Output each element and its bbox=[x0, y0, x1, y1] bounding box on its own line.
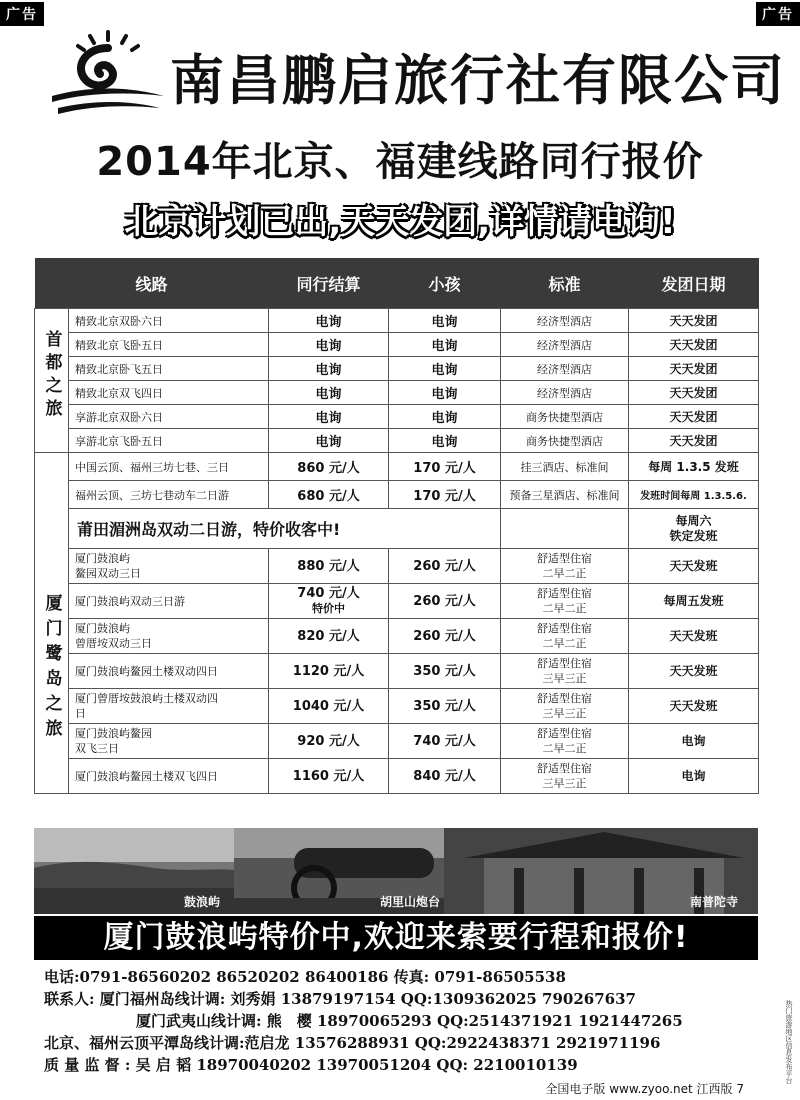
table-row bbox=[35, 619, 759, 654]
route-cell: 享游北京飞卧五日 bbox=[69, 429, 269, 453]
standard-cell: 舒适型住宿 二早二正 bbox=[501, 584, 629, 619]
route-cell: 厦门鼓浪屿鳌园 双飞三日 bbox=[69, 724, 269, 759]
child-price-cell: 260 元/人 bbox=[389, 584, 501, 619]
date-cell: 天天发班 bbox=[629, 619, 759, 654]
standard-cell: 挂三酒店、标准间 bbox=[501, 453, 629, 481]
price-cell: 电询 bbox=[269, 381, 389, 405]
header-date: 发团日期 bbox=[629, 258, 759, 309]
price-cell: 电询 bbox=[269, 333, 389, 357]
promo-empty-cell bbox=[501, 509, 629, 549]
date-cell: 天天发团 bbox=[629, 405, 759, 429]
price-cell: 电询 bbox=[269, 357, 389, 381]
date-cell: 每周 1.3.5 发班 bbox=[629, 453, 759, 481]
child-price-cell: 电询 bbox=[389, 405, 501, 429]
table-row bbox=[35, 481, 759, 509]
table-row bbox=[35, 429, 759, 453]
header-route: 线路 bbox=[35, 258, 269, 309]
standard-cell: 经济型酒店 bbox=[501, 309, 629, 333]
company-name: 南昌鹏启旅行社有限公司 bbox=[170, 48, 786, 112]
table-row bbox=[35, 584, 759, 619]
price-cell: 680 元/人 bbox=[269, 481, 389, 509]
price-cell: 740 元/人 特价中 bbox=[269, 584, 389, 619]
route-cell: 精致北京卧飞五日 bbox=[69, 357, 269, 381]
date-cell: 天天发团 bbox=[629, 381, 759, 405]
date-cell: 电询 bbox=[629, 724, 759, 759]
route-cell: 厦门曾厝垵鼓浪屿土楼双动四 日 bbox=[69, 689, 269, 724]
page-subtitle: 北京计划已出,天天发团,详情请电询! bbox=[124, 202, 676, 242]
table-row bbox=[35, 333, 759, 357]
date-cell: 天天发团 bbox=[629, 333, 759, 357]
standard-cell: 舒适型住宿 三早三正 bbox=[501, 654, 629, 689]
date-cell: 发班时间每周 1.3.5.6. bbox=[629, 481, 759, 509]
price-cell: 1120 元/人 bbox=[269, 654, 389, 689]
header bbox=[40, 24, 786, 124]
date-cell: 电询 bbox=[629, 759, 759, 794]
standard-cell: 经济型酒店 bbox=[501, 381, 629, 405]
child-price-cell: 170 元/人 bbox=[389, 453, 501, 481]
price-cell: 880 元/人 bbox=[269, 549, 389, 584]
child-price-cell: 电询 bbox=[389, 357, 501, 381]
promo-date-cell bbox=[629, 509, 759, 549]
child-price-cell: 170 元/人 bbox=[389, 481, 501, 509]
table-row bbox=[35, 654, 759, 689]
photo-label-hulishan: 胡里山炮台 bbox=[380, 895, 441, 909]
route-cell: 精致北京飞卧五日 bbox=[69, 333, 269, 357]
standard-cell: 经济型酒店 bbox=[501, 357, 629, 381]
contact-phone: 电话:0791-86560202 86520202 86400186 传真: 0791-86505538 bbox=[44, 968, 566, 986]
route-cell: 厦门鼓浪屿鳌园土楼双飞四日 bbox=[69, 759, 269, 794]
contact-line-2: 厦门武夷山线计调: 熊 樱 18970065293 QQ:2514371921 1921447265 bbox=[136, 1012, 683, 1030]
swirl-logo-icon bbox=[48, 30, 168, 120]
table-row bbox=[35, 357, 759, 381]
promo-date-line2: 铁定发班 bbox=[669, 528, 718, 543]
child-price-cell: 740 元/人 bbox=[389, 724, 501, 759]
region-xiamen: 厦门鹭岛之旅 bbox=[35, 453, 69, 794]
promo-row bbox=[35, 509, 759, 549]
table-row bbox=[35, 549, 759, 584]
region-beijing: 首都之旅 bbox=[35, 309, 69, 453]
header-child: 小孩 bbox=[389, 258, 501, 309]
header-price: 同行结算 bbox=[269, 258, 389, 309]
standard-cell: 商务快捷型酒店 bbox=[501, 405, 629, 429]
standard-cell: 舒适型住宿 三早三正 bbox=[501, 689, 629, 724]
table-header-row bbox=[35, 258, 759, 309]
date-cell: 天天发团 bbox=[629, 309, 759, 333]
contact-quality: 质 量 监 督 : 吴 启 韬 18970040202 13970051204 QQ: 2210010139 bbox=[44, 1056, 578, 1074]
child-price-cell: 350 元/人 bbox=[389, 689, 501, 724]
ad-label-left: 广告 bbox=[0, 2, 44, 26]
photo-label-gulangyu: 鼓浪屿 bbox=[184, 895, 221, 909]
promo-text: 莆田湄洲岛双动二日游，特价收客中! bbox=[69, 509, 501, 549]
child-price-cell: 电询 bbox=[389, 381, 501, 405]
route-cell: 中国云顶、福州三坊七巷、三日 bbox=[69, 453, 269, 481]
date-cell: 天天发团 bbox=[629, 357, 759, 381]
route-cell: 精致北京双飞四日 bbox=[69, 381, 269, 405]
table-row bbox=[35, 453, 759, 481]
price-cell: 电询 bbox=[269, 429, 389, 453]
price-cell: 1040 元/人 bbox=[269, 689, 389, 724]
table-row bbox=[35, 405, 759, 429]
route-cell: 厦门鼓浪屿 曾厝垵双动三日 bbox=[69, 619, 269, 654]
route-cell: 享游北京双卧六日 bbox=[69, 405, 269, 429]
date-cell: 天天发班 bbox=[629, 654, 759, 689]
table-row bbox=[35, 381, 759, 405]
pricing-table bbox=[34, 258, 759, 794]
table-row bbox=[35, 759, 759, 794]
photo-strip bbox=[34, 828, 758, 914]
page-title: 2014年北京、福建线路同行报价 bbox=[96, 139, 704, 185]
promo-date-line1: 每周六 bbox=[675, 513, 712, 528]
table-row bbox=[35, 309, 759, 333]
route-cell: 厦门鼓浪屿 鳌园双动三日 bbox=[69, 549, 269, 584]
child-price-cell: 840 元/人 bbox=[389, 759, 501, 794]
route-cell: 福州云顶、三坊七巷动车二日游 bbox=[69, 481, 269, 509]
date-cell: 天天发班 bbox=[629, 689, 759, 724]
child-price-cell: 350 元/人 bbox=[389, 654, 501, 689]
price-cell: 820 元/人 bbox=[269, 619, 389, 654]
date-cell: 天天发团 bbox=[629, 429, 759, 453]
slogan-banner: 厦门鼓浪屿特价中,欢迎来索要行程和报价! bbox=[34, 916, 758, 960]
standard-cell: 预备三星酒店、标准间 bbox=[501, 481, 629, 509]
date-cell: 每周五发班 bbox=[629, 584, 759, 619]
route-cell: 精致北京双卧六日 bbox=[69, 309, 269, 333]
price-cell: 电询 bbox=[269, 309, 389, 333]
child-price-cell: 260 元/人 bbox=[389, 619, 501, 654]
route-cell: 厦门鼓浪屿双动三日游 bbox=[69, 584, 269, 619]
price-cell: 860 元/人 bbox=[269, 453, 389, 481]
date-cell: 天天发班 bbox=[629, 549, 759, 584]
side-note: 热门旅游地区信息发布平台 bbox=[785, 1000, 793, 1084]
child-price-cell: 电询 bbox=[389, 429, 501, 453]
standard-cell: 舒适型住宿 二早二正 bbox=[501, 549, 629, 584]
standard-cell: 经济型酒店 bbox=[501, 333, 629, 357]
standard-cell: 舒适型住宿 三早三正 bbox=[501, 759, 629, 794]
price-cell: 电询 bbox=[269, 405, 389, 429]
ad-label-right: 广告 bbox=[756, 2, 800, 26]
table-row bbox=[35, 724, 759, 759]
standard-cell: 商务快捷型酒店 bbox=[501, 429, 629, 453]
price-cell: 1160 元/人 bbox=[269, 759, 389, 794]
contact-line-1: 联系人: 厦门福州岛线计调: 刘秀娟 13879197154 QQ:1309362025 790267637 bbox=[44, 990, 636, 1008]
page-footer: 全国电子版 www.zyoo.net 江西版 7 bbox=[545, 1082, 744, 1096]
child-price-cell: 电询 bbox=[389, 333, 501, 357]
child-price-cell: 电询 bbox=[389, 309, 501, 333]
price-cell: 920 元/人 bbox=[269, 724, 389, 759]
photo-label-nanputuo: 南普陀寺 bbox=[690, 895, 739, 909]
header-standard: 标准 bbox=[501, 258, 629, 309]
route-cell: 厦门鼓浪屿鳌园土楼双动四日 bbox=[69, 654, 269, 689]
child-price-cell: 260 元/人 bbox=[389, 549, 501, 584]
standard-cell: 舒适型住宿 二早二正 bbox=[501, 724, 629, 759]
pricing-table-wrapper bbox=[34, 258, 758, 794]
contact-line-3: 北京、福州云顶平潭岛线计调:范启龙 13576288931 QQ:2922438371 2921971196 bbox=[44, 1034, 661, 1052]
table-row bbox=[35, 689, 759, 724]
standard-cell: 舒适型住宿 二早二正 bbox=[501, 619, 629, 654]
